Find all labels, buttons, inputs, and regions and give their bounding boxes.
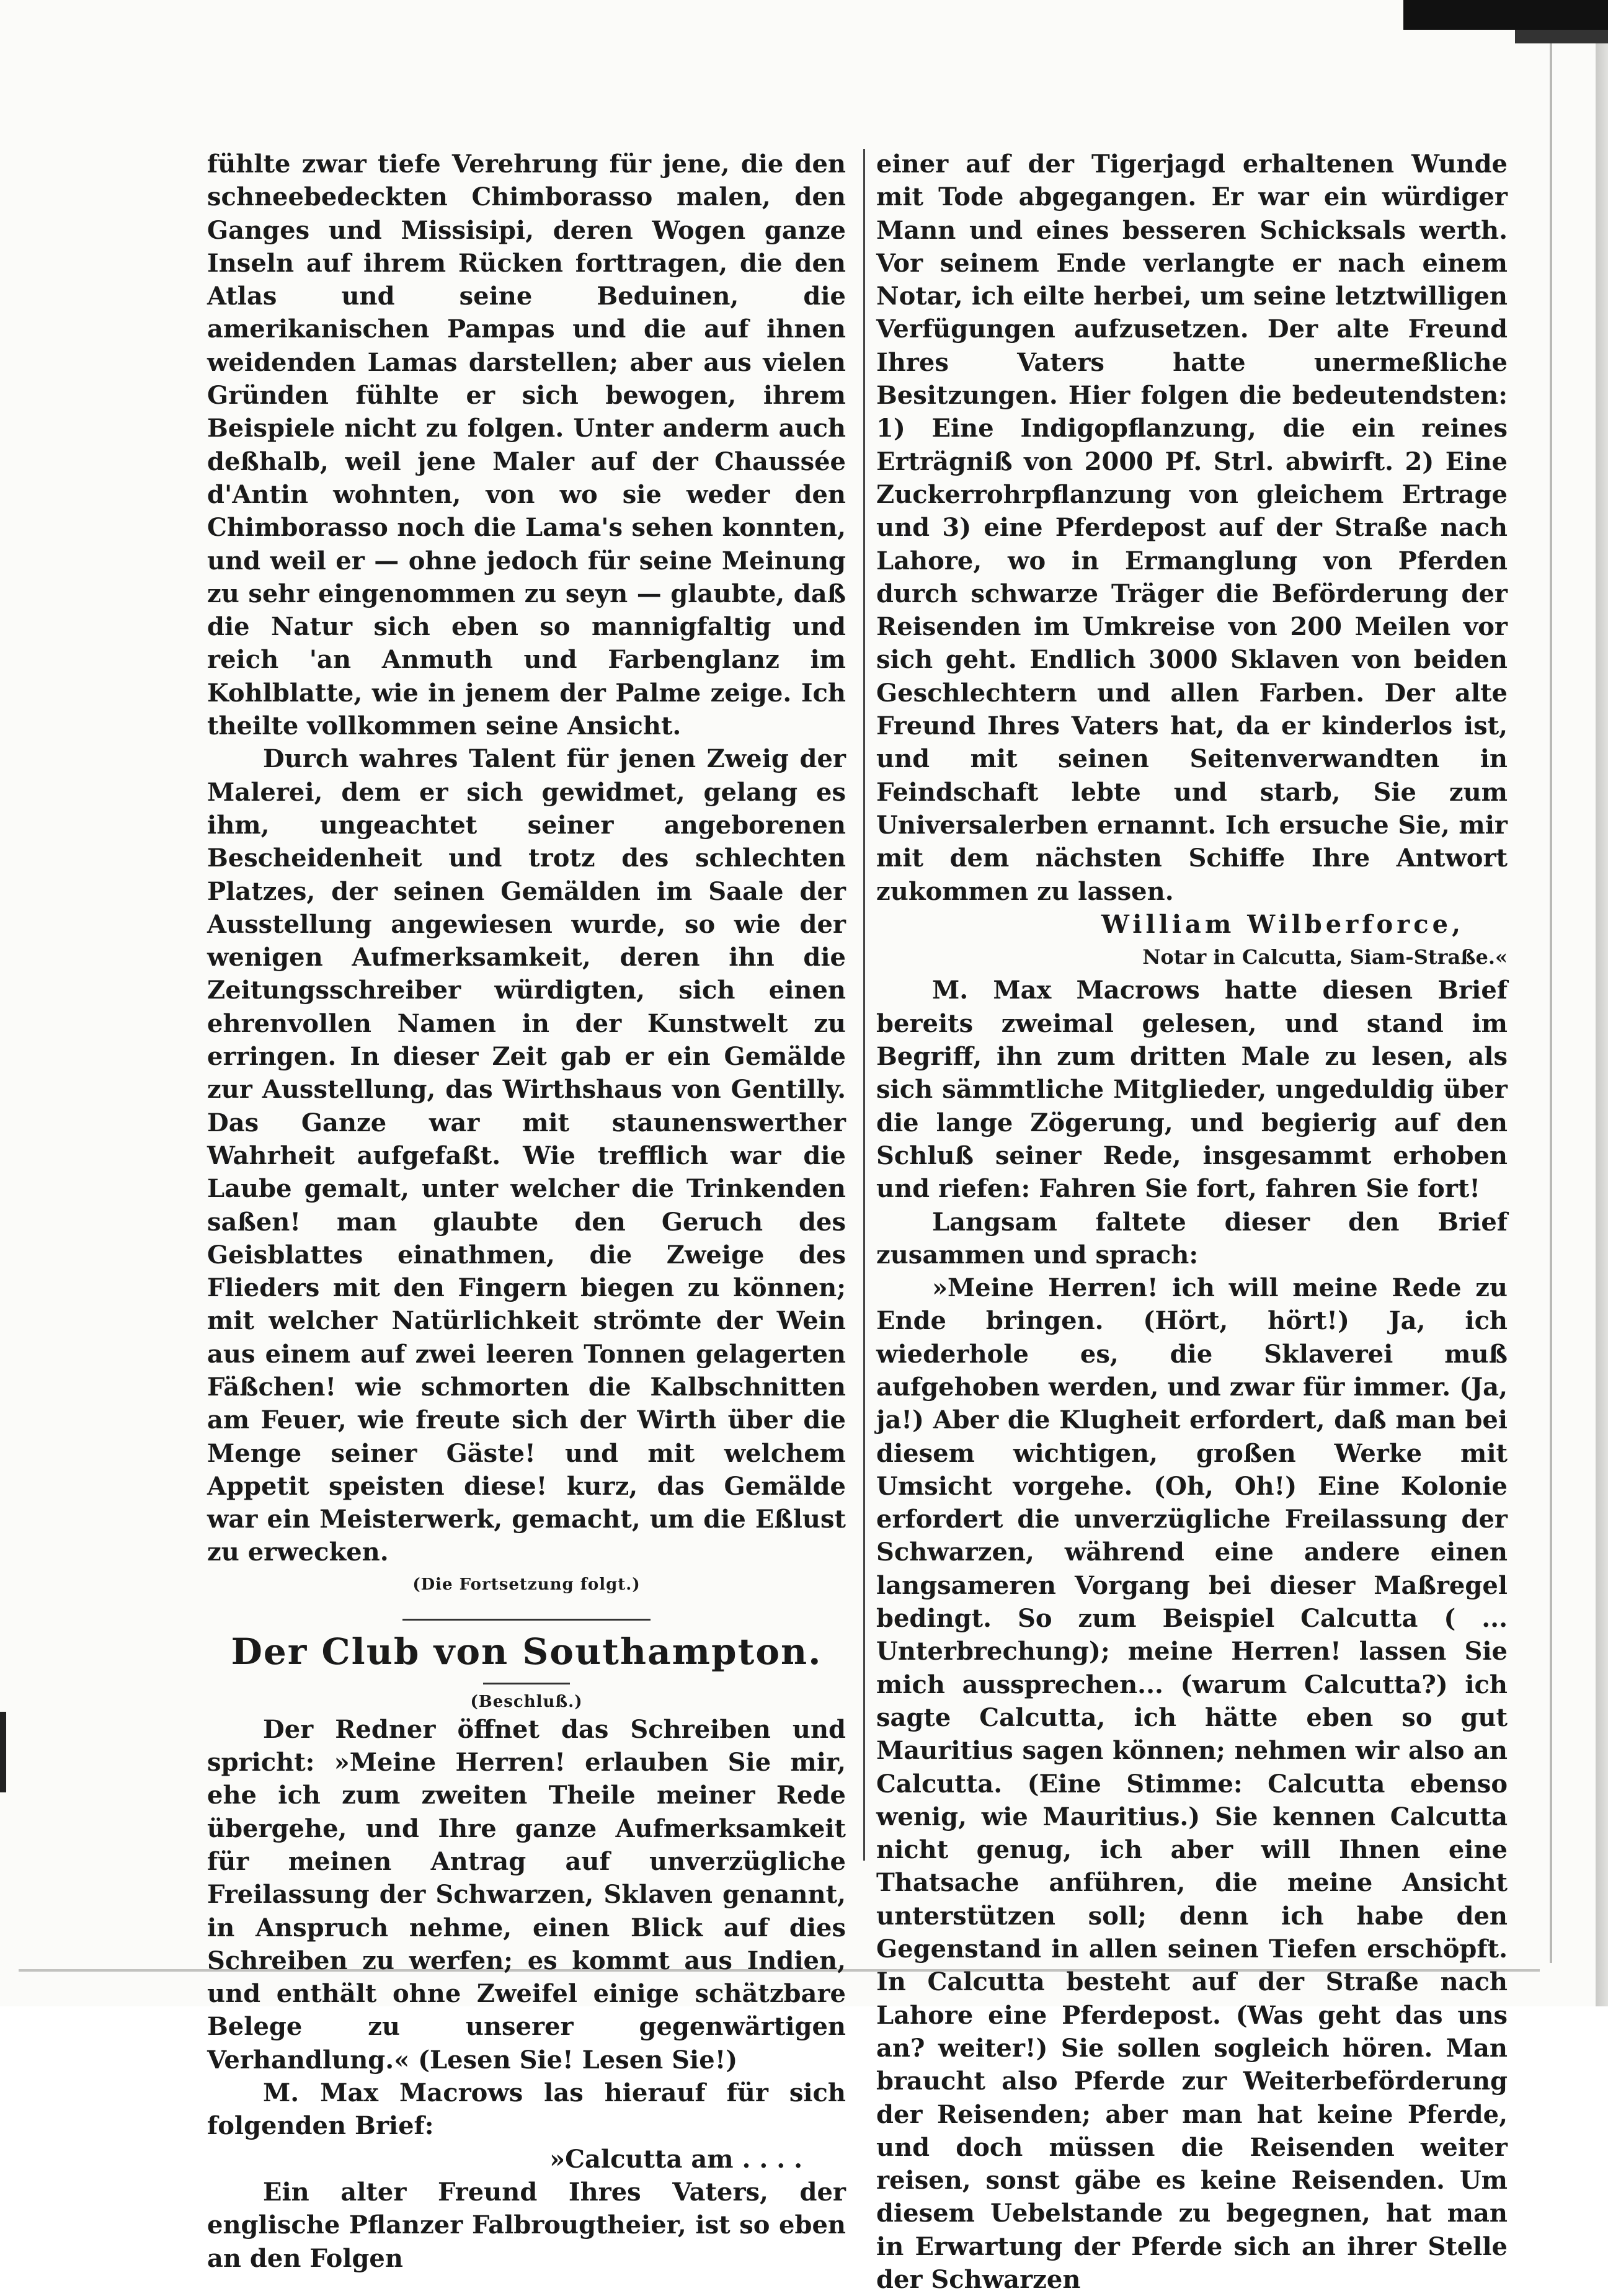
section-rule-top <box>402 1619 651 1621</box>
continuation-note: (Die Fortsetzung folgt.) <box>412 1575 641 1594</box>
paragraph: M. Max Macrows hatte diesen Brief bereits zweimal gelesen, und stand im Begriff, ihn zum dritten Male zu lesen, als sich sämmtliche Mitglieder, ungeduldig über die lange Zögerung, und begierig auf den Schluß seiner Rede, insgesammt erhoben und riefen: Fahren Sie fort, fahren Sie fort! <box>876 976 1508 1204</box>
page-fold-line <box>1550 43 1552 1963</box>
paragraph: fühlte zwar tiefe Verehrung für jene, die den schneebedeckten Chimborasso malen, den Ganges und Missisipi, deren Wogen ganze Inseln auf ihrem Rücken forttragen, die den Atlas und seine Beduinen, die amerikanischen Pampas und die auf ihnen weidenden Lamas darstellen; aber aus vielen Gründen fühlte er sich bewogen, ihrem Beispiele nicht zu folgen. Unter anderm auch deßhalb, weil jene Maler auf der Chaussée d'Antin wohnten, von wo sie weder den Chimborasso noch die Lama's sehen konnten, und weil er — ohne jedoch für seine Meinung zu sehr eingenommen zu seyn — glaubte, daß die Natur sich eben so mannigfaltig und reich 'an Anmuth und Farbenglanz im Kohlblatte, wie in jenem der Palme zeige. Ich theilte vollkommen seine Ansicht. <box>207 149 846 741</box>
paragraph: Langsam faltete dieser den Brief zusammen und sprach: <box>876 1207 1508 1270</box>
column-divider <box>863 149 865 1861</box>
paragraph: einer auf der Tigerjagd erhaltenen Wunde mit Tode abgegangen. Er war ein würdiger Mann und eines besseren Schicksals werth. Vor seinem Ende verlangte er nach einem Notar, ich eilte herbei, um seine letztwilligen Verfügungen aufzusetzen. Der alte Freund Ihres Vaters hatte unermeßliche Besitzungen. Hier folgen die bedeutendsten: 1) Eine Indigopflanzung, die ein reines Erträgniß von 2000 Pf. Strl. abwirft. 2) Eine Zuckerrohrpflanzung von gleichem Ertrage und 3) eine Pferdepost auf der Straße nach Lahore, wo in Ermanglung von Pferden durch schwarze Träger die Beförderung der Reisenden im Umkreise von 200 Meilen vor sich geht. Endlich 3000 Sklaven von beiden Geschlechtern und allen Farben. Der alte Freund Ihres Vaters hat, da er kinderlos ist, und mit seinen Seitenverwandten in Feindschaft lebte und starb, Sie zum Universalerben ernannt. Ich ersuche Sie, mir mit dem nächsten Schiffe Ihre Antwort zukommen zu lassen. <box>876 149 1508 906</box>
right-column <box>876 148 1508 2296</box>
binding-mark <box>0 1712 6 1792</box>
signature-name: William Wilberforce, <box>1101 909 1464 939</box>
letter-heading: »Calcutta am . . . . <box>549 2144 802 2174</box>
scan-corner-mark <box>1403 0 1608 30</box>
section-title: Der Club von Southampton. <box>231 1630 822 1673</box>
scan-corner-mark-lower <box>1515 30 1608 43</box>
page-edge <box>1596 0 1608 2006</box>
section-subtitle: (Beschluß.) <box>470 1692 583 1711</box>
paragraph: Der Redner öffnet das Schreiben und spricht: »Meine Herren! erlauben Sie mir, ehe ich zum zweiten Theile meiner Rede übergehe, und Ihre ganze Aufmerksamkeit für meinen Antrag auf unverzügliche Freilassung der Schwarzen, Sklaven genannt, in Anspruch nehme, einen Blick auf dies Schreiben zu werfen; es kommt aus Indien, und enthält ohne Zweifel einige schätzbare Belege zu unserer gegenwärtigen Verhandlung.« (Lesen Sie! Lesen Sie!) <box>207 1714 846 2075</box>
paragraph: Durch wahres Talent für jenen Zweig der Malerei, dem er sich gewidmet, gelang es ihm, ungeachtet seiner angeborenen Bescheidenheit und trotz des schlechten Platzes, der seinen Gemälden im Saale der Ausstellung angewiesen wurde, so wie der wenigen Aufmerksamkeit, deren ihn die Zeitungsschreiber würdigten, sich einen ehrenvollen Namen in der Kunstwelt zu erringen. In dieser Zeit gab er ein Gemälde zur Ausstellung, das Wirthshaus von Gentilly. Das Ganze war mit staunenswerther Wahrheit aufgefaßt. Wie trefflich war die Laube gemalt, unter welcher die Trinkenden saßen! man glaubte den Geruch des Geisblattes einathmen, die Zweige des Flieders mit den Fingern biegen zu können; mit welcher Natürlichkeit strömte der Wein aus einem auf zwei leeren Tonnen gelagerten Fäßchen! wie schmorten die Kalbschnitten am Feuer, wie freute sich der Wirth über die Menge seiner Gäste! und mit welchem Appetit speisten diese! kurz, das Gemälde war ein Meisterwerk, gemacht, um die Eßlust zu erwecken. <box>207 744 846 1567</box>
letter-start: Ein alter Freund Ihres Vaters, der englische Pflanzer Falbrougtheier, ist so eben an den Folgen <box>207 2177 846 2273</box>
left-column <box>207 148 846 2275</box>
signature-title: Notar in Calcutta, Siam-Straße.« <box>1142 945 1508 969</box>
section-rule-bottom <box>483 1683 570 1684</box>
paragraph: »Meine Herren! ich will meine Rede zu Ende bringen. (Hört, hört!) Ja, ich wiederhole es, die Sklaverei muß aufgehoben werden, und zwar für immer. (Ja, ja!) Aber die Klugheit erfordert, daß man bei diesem wichtigen, großen Werke mit Umsicht vorgehe. (Oh, Oh!) Eine Kolonie erfordert die unverzügliche Freilassung der Schwarzen, während eine andere einen langsameren Vorgang bei dieser Maßregel bedingt. So zum Beispiel Calcutta ( ... Unterbrechung); meine Herren! lassen Sie mich aussprechen... (warum Calcutta?) ich sagte Calcutta, ich hätte eben so gut Mauritius sagen können; nehmen wir also an Calcutta. (Eine Stimme: Calcutta ebenso wenig, wie Mauritius.) Sie kennen Calcutta nicht genug, ich aber will Ihnen eine Thatsache anführen, die meine Ansicht unterstützen soll; denn ich habe den Gegenstand in allen seinen Tiefen erschöpft. In Calcutta besteht auf der Straße nach Lahore eine Pferdepost. (Was geht das uns an? weiter!) Sie sollen sogleich hören. Man braucht also Pferde zur Weiterbeförderung der Reisenden; aber man hat keine Pferde, und doch müssen die Reisenden weiter reisen, sonst gäbe es keine Reisenden. Um diesem Uebelstande zu begegnen, hat man in Erwartung der Pferde sich an ihrer Stelle der Schwarzen <box>876 1273 1508 2294</box>
paragraph: M. Max Macrows las hierauf für sich folgenden Brief: <box>207 2078 846 2141</box>
